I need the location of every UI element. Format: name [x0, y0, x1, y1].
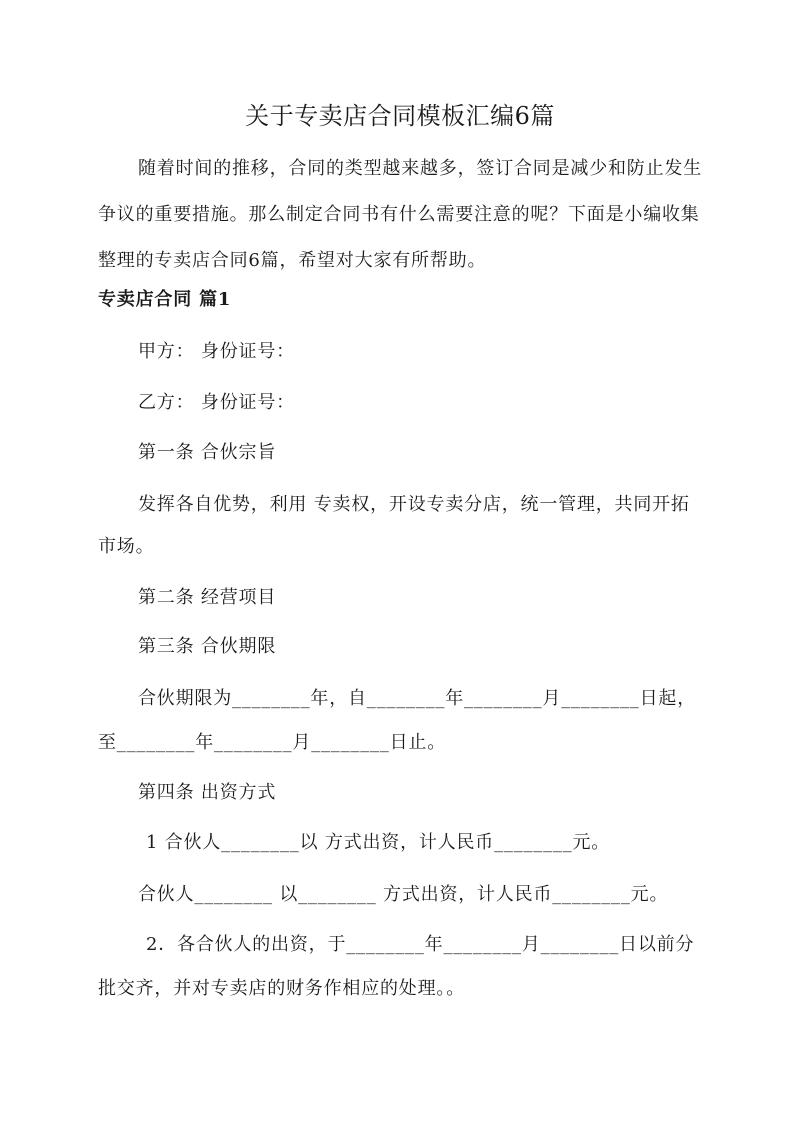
section-heading: 专卖店合同 篇1 [98, 289, 232, 310]
article-4-item-2-line-1: 2．各合伙人的出资，于________年________月________日以前分 [146, 934, 695, 955]
article-4-item-2-line-2: 批交齐，并对专卖店的财务作相应的处理。。 [98, 978, 465, 999]
article-3-title: 第三条 合伙期限 [138, 636, 277, 657]
article-1-title: 第一条 合伙宗旨 [138, 442, 277, 463]
article-3-body-line-2: 至________年________月________日止。 [98, 732, 446, 753]
party-a-line: 甲方： 身份证号： [138, 341, 295, 362]
party-b-line: 乙方： 身份证号： [138, 392, 295, 413]
intro-paragraph: 随着时间的推移，合同的类型越来越多，签订合同是减少和防止发生争议的重要措施。那么制定合同书有什么需要注意的呢？下面是小编收集整理的专卖店合同6篇，希望对大家有所帮助。 [98, 158, 702, 271]
article-3-body-line-1: 合伙期限为________年，自________年________月________日起， [138, 688, 696, 709]
document-title: 关于专卖店合同模板汇编6篇 [245, 102, 555, 130]
article-1-body-line-1: 发挥各自优势，利用 专卖权，开设专卖分店，统一管理，共同开拓 [138, 494, 690, 515]
article-4-item-1b: 合伙人________ 以________ 方式出资，计人民币________元。 [138, 884, 669, 905]
article-4-item-1: 1 合伙人________以 方式出资，计人民币________元。 [146, 832, 611, 853]
article-2-title: 第二条 经营项目 [138, 587, 277, 608]
article-1-body-line-2: 市场。 [98, 536, 155, 557]
article-4-title: 第四条 出资方式 [138, 782, 277, 803]
